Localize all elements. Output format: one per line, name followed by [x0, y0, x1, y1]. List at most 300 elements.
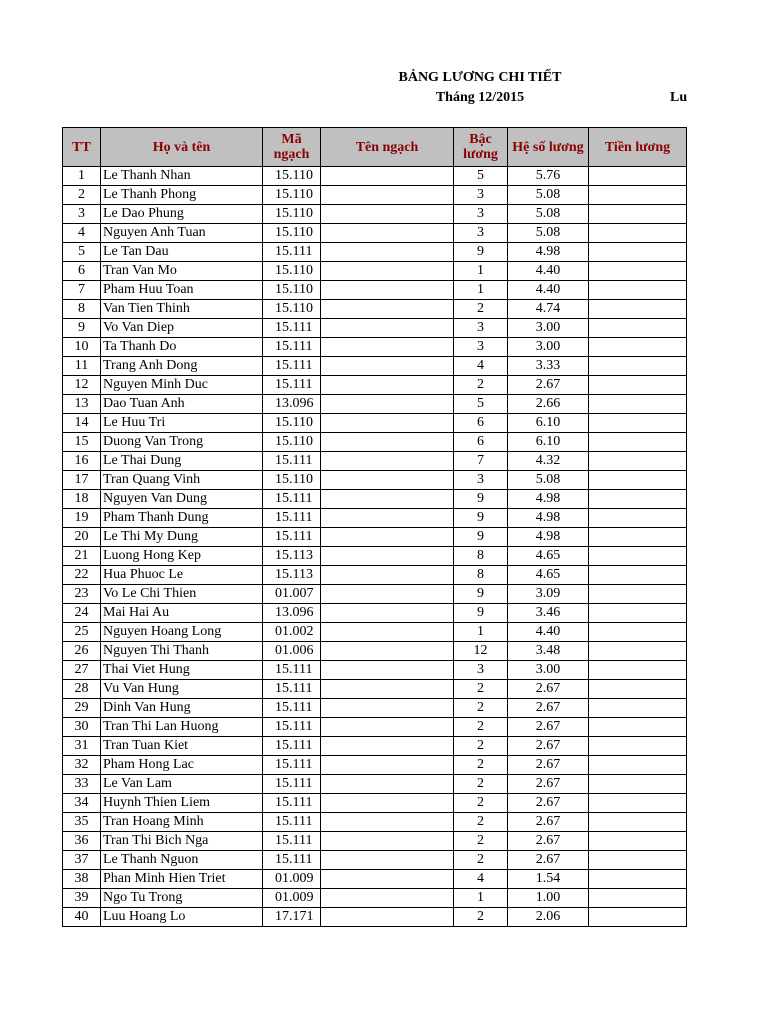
cell-code: 15.110: [263, 205, 321, 224]
truncated-header-text: Lu: [670, 90, 688, 105]
cell-grade: 2: [454, 680, 508, 699]
table-row: [63, 471, 687, 490]
cell-salary: [589, 604, 687, 623]
cell-rank-name: [321, 319, 454, 338]
table-row: [63, 528, 687, 547]
cell-tt: 3: [63, 205, 101, 224]
cell-salary: [589, 262, 687, 281]
cell-salary: [589, 452, 687, 471]
header-rank-name: Tên ngạch: [321, 128, 454, 167]
cell-coef: 3.00: [508, 338, 589, 357]
cell-coef: 2.67: [508, 775, 589, 794]
table-row: [63, 490, 687, 509]
cell-tt: 40: [63, 908, 101, 927]
cell-code: 15.110: [263, 471, 321, 490]
table-row: [63, 870, 687, 889]
table-row: [63, 737, 687, 756]
cell-coef: 3.46: [508, 604, 589, 623]
cell-salary: [589, 699, 687, 718]
cell-name: Vu Van Hung: [101, 680, 263, 699]
cell-name: Tran Van Mo: [101, 262, 263, 281]
cell-grade: 4: [454, 357, 508, 376]
cell-rank-name: [321, 490, 454, 509]
table-row: [63, 395, 687, 414]
cell-code: 15.111: [263, 718, 321, 737]
cell-coef: 2.67: [508, 794, 589, 813]
cell-name: Hua Phuoc Le: [101, 566, 263, 585]
cell-coef: 4.40: [508, 262, 589, 281]
cell-grade: 5: [454, 395, 508, 414]
cell-tt: 28: [63, 680, 101, 699]
cell-salary: [589, 775, 687, 794]
cell-code: 15.111: [263, 737, 321, 756]
cell-code: 15.111: [263, 509, 321, 528]
cell-salary: [589, 680, 687, 699]
cell-tt: 36: [63, 832, 101, 851]
cell-tt: 34: [63, 794, 101, 813]
cell-salary: [589, 319, 687, 338]
cell-code: 15.113: [263, 547, 321, 566]
cell-name: Le Tan Dau: [101, 243, 263, 262]
cell-salary: [589, 623, 687, 642]
cell-salary: [589, 509, 687, 528]
header-code-line2: ngạch: [273, 147, 310, 162]
cell-grade: 2: [454, 718, 508, 737]
table-row: [63, 414, 687, 433]
cell-code: 01.009: [263, 889, 321, 908]
cell-code: 15.111: [263, 832, 321, 851]
header-row: [63, 128, 687, 167]
cell-code: 15.111: [263, 357, 321, 376]
table-row: [63, 433, 687, 452]
cell-grade: 6: [454, 433, 508, 452]
cell-code: 13.096: [263, 395, 321, 414]
cell-salary: [589, 490, 687, 509]
cell-rank-name: [321, 737, 454, 756]
cell-grade: 2: [454, 794, 508, 813]
cell-rank-name: [321, 186, 454, 205]
cell-name: Pham Hong Lac: [101, 756, 263, 775]
cell-coef: 2.67: [508, 699, 589, 718]
cell-grade: 12: [454, 642, 508, 661]
cell-rank-name: [321, 832, 454, 851]
cell-tt: 25: [63, 623, 101, 642]
cell-grade: 3: [454, 338, 508, 357]
cell-name: Luu Hoang Lo: [101, 908, 263, 927]
cell-name: Mai Hai Au: [101, 604, 263, 623]
cell-coef: 4.65: [508, 547, 589, 566]
cell-tt: 7: [63, 281, 101, 300]
cell-name: Nguyen Van Dung: [101, 490, 263, 509]
cell-tt: 20: [63, 528, 101, 547]
cell-code: 15.111: [263, 452, 321, 471]
cell-coef: 2.06: [508, 908, 589, 927]
cell-salary: [589, 281, 687, 300]
cell-tt: 5: [63, 243, 101, 262]
cell-code: 01.006: [263, 642, 321, 661]
cell-salary: [589, 205, 687, 224]
cell-salary: [589, 528, 687, 547]
cell-salary: [589, 813, 687, 832]
cell-coef: 3.09: [508, 585, 589, 604]
cell-grade: 2: [454, 813, 508, 832]
cell-rank-name: [321, 775, 454, 794]
cell-code: 15.111: [263, 699, 321, 718]
cell-coef: 5.08: [508, 224, 589, 243]
cell-grade: 3: [454, 224, 508, 243]
cell-salary: [589, 642, 687, 661]
table-row: [63, 604, 687, 623]
cell-tt: 31: [63, 737, 101, 756]
cell-salary: [589, 585, 687, 604]
cell-rank-name: [321, 718, 454, 737]
cell-coef: 5.08: [508, 471, 589, 490]
table-row: [63, 661, 687, 680]
cell-grade: 1: [454, 623, 508, 642]
cell-coef: 4.98: [508, 490, 589, 509]
cell-rank-name: [321, 433, 454, 452]
cell-tt: 11: [63, 357, 101, 376]
cell-tt: 17: [63, 471, 101, 490]
cell-tt: 27: [63, 661, 101, 680]
cell-grade: 2: [454, 832, 508, 851]
cell-grade: 2: [454, 908, 508, 927]
cell-salary: [589, 357, 687, 376]
cell-rank-name: [321, 604, 454, 623]
header-code: [263, 128, 321, 167]
table-row: [63, 680, 687, 699]
cell-salary: [589, 851, 687, 870]
table-row: [63, 167, 687, 186]
cell-tt: 4: [63, 224, 101, 243]
cell-code: 15.111: [263, 661, 321, 680]
cell-tt: 2: [63, 186, 101, 205]
cell-tt: 13: [63, 395, 101, 414]
cell-name: Tran Thi Bich Nga: [101, 832, 263, 851]
cell-code: 15.110: [263, 224, 321, 243]
cell-grade: 2: [454, 699, 508, 718]
cell-name: Ngo Tu Trong: [101, 889, 263, 908]
cell-rank-name: [321, 623, 454, 642]
cell-code: 15.111: [263, 490, 321, 509]
header-coef: Hệ số lương: [508, 128, 589, 167]
cell-salary: [589, 661, 687, 680]
table-row: [63, 205, 687, 224]
cell-name: Dinh Van Hung: [101, 699, 263, 718]
cell-rank-name: [321, 243, 454, 262]
cell-tt: 37: [63, 851, 101, 870]
cell-salary: [589, 167, 687, 186]
cell-grade: 9: [454, 528, 508, 547]
cell-tt: 15: [63, 433, 101, 452]
cell-coef: 1.00: [508, 889, 589, 908]
cell-coef: 5.76: [508, 167, 589, 186]
cell-tt: 16: [63, 452, 101, 471]
cell-code: 15.111: [263, 756, 321, 775]
cell-tt: 9: [63, 319, 101, 338]
cell-tt: 38: [63, 870, 101, 889]
cell-code: 15.111: [263, 813, 321, 832]
header-tt: TT: [63, 128, 101, 167]
table-row: [63, 813, 687, 832]
cell-code: 15.111: [263, 376, 321, 395]
cell-name: Van Tien Thinh: [101, 300, 263, 319]
header-grade-line2: lương: [463, 147, 498, 162]
cell-coef: 2.67: [508, 737, 589, 756]
header-grade-line1: Bậc: [469, 132, 492, 147]
cell-coef: 5.08: [508, 205, 589, 224]
header-name: Họ và tên: [101, 128, 263, 167]
cell-tt: 30: [63, 718, 101, 737]
cell-coef: 4.32: [508, 452, 589, 471]
cell-rank-name: [321, 452, 454, 471]
cell-grade: 3: [454, 471, 508, 490]
cell-grade: 9: [454, 604, 508, 623]
cell-code: 15.111: [263, 319, 321, 338]
cell-salary: [589, 471, 687, 490]
header-code-line1: Mã: [281, 132, 302, 147]
cell-code: 15.113: [263, 566, 321, 585]
cell-tt: 33: [63, 775, 101, 794]
cell-rank-name: [321, 699, 454, 718]
cell-code: 15.110: [263, 262, 321, 281]
cell-tt: 35: [63, 813, 101, 832]
cell-coef: 2.67: [508, 756, 589, 775]
cell-salary: [589, 338, 687, 357]
cell-name: Dao Tuan Anh: [101, 395, 263, 414]
cell-salary: [589, 889, 687, 908]
cell-rank-name: [321, 870, 454, 889]
table-row: [63, 281, 687, 300]
table-row: [63, 509, 687, 528]
cell-rank-name: [321, 851, 454, 870]
cell-name: Ta Thanh Do: [101, 338, 263, 357]
cell-tt: 10: [63, 338, 101, 357]
cell-tt: 6: [63, 262, 101, 281]
table-row: [63, 243, 687, 262]
cell-rank-name: [321, 908, 454, 927]
table-row: [63, 376, 687, 395]
cell-tt: 1: [63, 167, 101, 186]
table-row: [63, 794, 687, 813]
cell-code: 15.110: [263, 414, 321, 433]
cell-rank-name: [321, 262, 454, 281]
cell-rank-name: [321, 167, 454, 186]
cell-code: 15.111: [263, 775, 321, 794]
cell-rank-name: [321, 547, 454, 566]
table-row: [63, 908, 687, 927]
cell-grade: 3: [454, 661, 508, 680]
cell-rank-name: [321, 566, 454, 585]
table-row: [63, 699, 687, 718]
cell-code: 15.110: [263, 281, 321, 300]
cell-coef: 2.67: [508, 718, 589, 737]
cell-grade: 2: [454, 737, 508, 756]
cell-coef: 4.98: [508, 243, 589, 262]
cell-rank-name: [321, 642, 454, 661]
payroll-body: [63, 167, 687, 927]
cell-name: Phan Minh Hien Triet: [101, 870, 263, 889]
table-row: [63, 623, 687, 642]
cell-coef: 4.98: [508, 528, 589, 547]
cell-name: Nguyen Thi Thanh: [101, 642, 263, 661]
cell-coef: 1.54: [508, 870, 589, 889]
cell-coef: 3.48: [508, 642, 589, 661]
cell-code: 15.110: [263, 433, 321, 452]
cell-rank-name: [321, 281, 454, 300]
cell-code: 13.096: [263, 604, 321, 623]
cell-salary: [589, 433, 687, 452]
cell-grade: 3: [454, 319, 508, 338]
cell-coef: 4.40: [508, 281, 589, 300]
cell-name: Le Thai Dung: [101, 452, 263, 471]
cell-grade: 2: [454, 775, 508, 794]
cell-coef: 2.66: [508, 395, 589, 414]
table-row: [63, 452, 687, 471]
cell-tt: 23: [63, 585, 101, 604]
cell-rank-name: [321, 528, 454, 547]
cell-rank-name: [321, 661, 454, 680]
header-salary: Tiền lương: [589, 128, 687, 167]
table-row: [63, 889, 687, 908]
cell-salary: [589, 566, 687, 585]
table-row: [63, 357, 687, 376]
cell-coef: 5.08: [508, 186, 589, 205]
cell-name: Duong Van Trong: [101, 433, 263, 452]
cell-salary: [589, 376, 687, 395]
cell-code: 15.110: [263, 167, 321, 186]
cell-name: Tran Tuan Kiet: [101, 737, 263, 756]
table-row: [63, 224, 687, 243]
document-subtitle: Tháng 12/2015: [435, 90, 525, 105]
cell-coef: 6.10: [508, 414, 589, 433]
header-grade: [454, 128, 508, 167]
cell-grade: 7: [454, 452, 508, 471]
cell-rank-name: [321, 471, 454, 490]
cell-name: Luong Hong Kep: [101, 547, 263, 566]
cell-coef: 3.33: [508, 357, 589, 376]
cell-rank-name: [321, 357, 454, 376]
cell-grade: 1: [454, 889, 508, 908]
cell-code: 15.111: [263, 851, 321, 870]
cell-tt: 19: [63, 509, 101, 528]
cell-salary: [589, 243, 687, 262]
cell-coef: 6.10: [508, 433, 589, 452]
cell-salary: [589, 756, 687, 775]
cell-name: Nguyen Anh Tuan: [101, 224, 263, 243]
cell-rank-name: [321, 509, 454, 528]
table-row: [63, 585, 687, 604]
cell-tt: 12: [63, 376, 101, 395]
cell-coef: 4.74: [508, 300, 589, 319]
cell-name: Le Thanh Nhan: [101, 167, 263, 186]
cell-coef: 2.67: [508, 832, 589, 851]
cell-grade: 6: [454, 414, 508, 433]
cell-salary: [589, 794, 687, 813]
table-row: [63, 832, 687, 851]
cell-grade: 1: [454, 262, 508, 281]
cell-coef: 2.67: [508, 851, 589, 870]
cell-rank-name: [321, 224, 454, 243]
cell-grade: 2: [454, 851, 508, 870]
cell-grade: 1: [454, 281, 508, 300]
cell-rank-name: [321, 414, 454, 433]
cell-rank-name: [321, 756, 454, 775]
cell-code: 15.111: [263, 680, 321, 699]
cell-salary: [589, 547, 687, 566]
cell-salary: [589, 870, 687, 889]
cell-grade: 3: [454, 186, 508, 205]
cell-tt: 29: [63, 699, 101, 718]
cell-salary: [589, 832, 687, 851]
cell-salary: [589, 737, 687, 756]
cell-rank-name: [321, 889, 454, 908]
table-row: [63, 756, 687, 775]
cell-grade: 9: [454, 509, 508, 528]
cell-name: Pham Thanh Dung: [101, 509, 263, 528]
cell-tt: 39: [63, 889, 101, 908]
cell-code: 01.002: [263, 623, 321, 642]
cell-grade: 9: [454, 585, 508, 604]
cell-code: 15.110: [263, 186, 321, 205]
cell-coef: 2.67: [508, 680, 589, 699]
table-row: [63, 642, 687, 661]
cell-name: Tran Hoang Minh: [101, 813, 263, 832]
cell-tt: 21: [63, 547, 101, 566]
table-row: [63, 338, 687, 357]
cell-grade: 5: [454, 167, 508, 186]
cell-rank-name: [321, 376, 454, 395]
cell-name: Vo Le Chi Thien: [101, 585, 263, 604]
table-row: [63, 851, 687, 870]
table-row: [63, 547, 687, 566]
cell-salary: [589, 414, 687, 433]
cell-coef: 2.67: [508, 813, 589, 832]
cell-grade: 8: [454, 547, 508, 566]
cell-tt: 26: [63, 642, 101, 661]
cell-name: Le Thanh Phong: [101, 186, 263, 205]
payroll-table: [62, 127, 687, 927]
cell-name: Tran Quang Vinh: [101, 471, 263, 490]
cell-tt: 24: [63, 604, 101, 623]
cell-salary: [589, 224, 687, 243]
table-row: [63, 566, 687, 585]
cell-grade: 3: [454, 205, 508, 224]
cell-name: Nguyen Hoang Long: [101, 623, 263, 642]
table-row: [63, 186, 687, 205]
cell-grade: 9: [454, 490, 508, 509]
cell-tt: 22: [63, 566, 101, 585]
cell-salary: [589, 395, 687, 414]
table-row: [63, 775, 687, 794]
cell-name: Le Thanh Nguon: [101, 851, 263, 870]
table-row: [63, 262, 687, 281]
cell-name: Thai Viet Hung: [101, 661, 263, 680]
cell-code: 01.009: [263, 870, 321, 889]
cell-code: 17.171: [263, 908, 321, 927]
cell-coef: 2.67: [508, 376, 589, 395]
cell-grade: 2: [454, 756, 508, 775]
cell-rank-name: [321, 585, 454, 604]
cell-grade: 4: [454, 870, 508, 889]
cell-code: 01.007: [263, 585, 321, 604]
cell-rank-name: [321, 395, 454, 414]
cell-tt: 8: [63, 300, 101, 319]
cell-rank-name: [321, 813, 454, 832]
cell-grade: 9: [454, 243, 508, 262]
cell-grade: 2: [454, 300, 508, 319]
cell-name: Tran Thi Lan Huong: [101, 718, 263, 737]
